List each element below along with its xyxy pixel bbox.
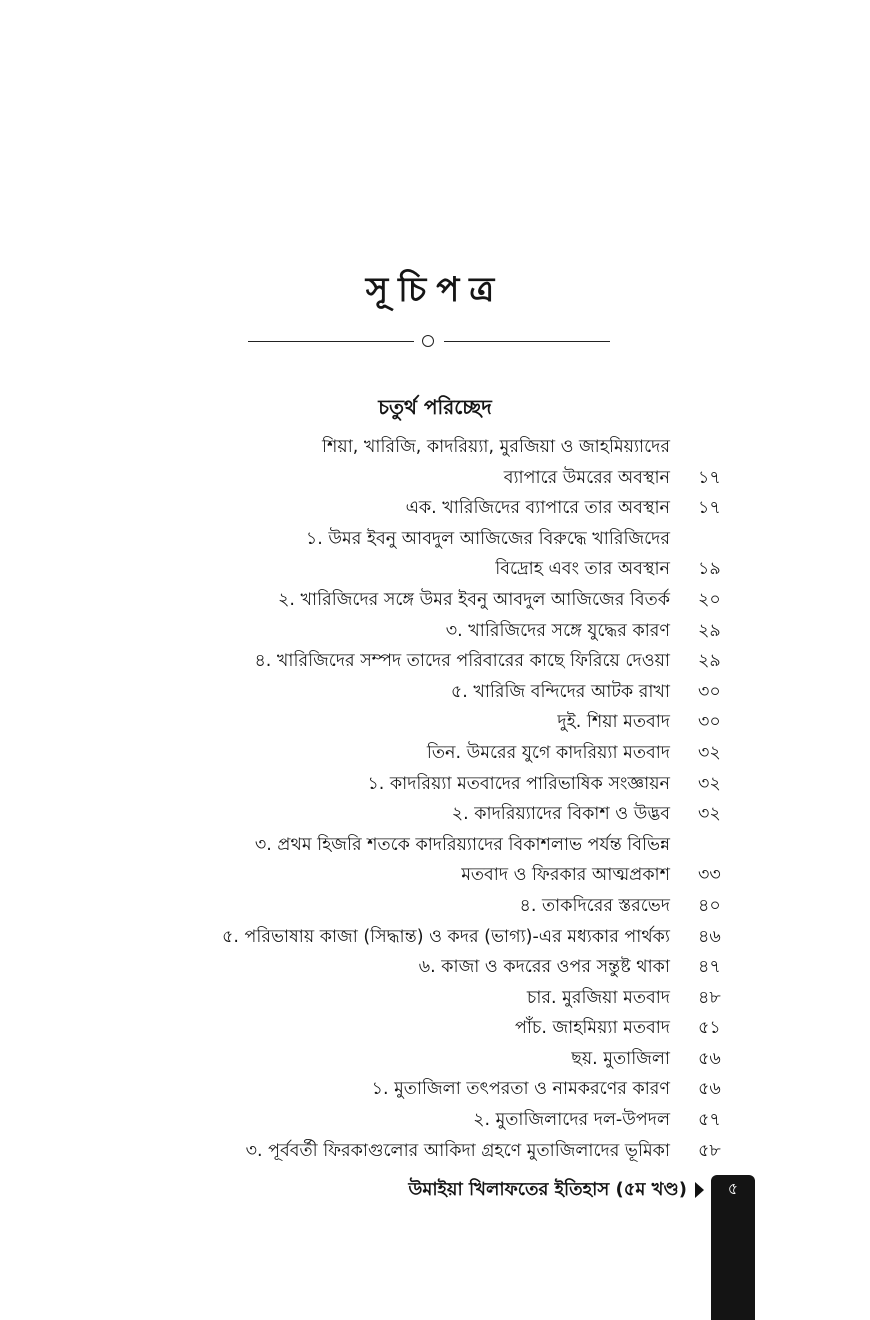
divider-circle-ornament [422, 335, 434, 347]
toc-entry-page: ২৯ [698, 651, 721, 672]
divider-line-right [444, 341, 610, 342]
toc-entry-title: ২. কাদরিয়্যাদের বিকাশ ও উদ্ভব [451, 804, 670, 825]
toc-entry[interactable] [0, 738, 870, 769]
toc-entry-title: ৫. পরিভাষায় কাজা (সিদ্ধান্ত) ও কদর (ভাগ্য)-এর মধ্যকার পার্থক্য [222, 926, 670, 947]
toc-entry[interactable] [0, 1105, 870, 1136]
toc-entry-title: ৬. কাজা ও কদরের ওপর সন্তুষ্ট থাকা [418, 957, 670, 978]
toc-entry-page: ৩০ [698, 712, 721, 733]
toc-entry-title: ৩. প্রথম হিজরি শতকে কাদরিয়্যাদের বিকাশলাভ পর্যন্ত বিভিন্ন [254, 834, 670, 855]
toc-entry[interactable] [0, 463, 870, 494]
toc-entry-page: ৩২ [698, 742, 721, 763]
triangle-arrow-icon [695, 1182, 704, 1198]
toc-entry[interactable] [0, 799, 870, 830]
toc-entry[interactable] [0, 922, 870, 953]
toc-entry-page: ৫৬ [698, 1048, 721, 1069]
toc-entry-page: ৩২ [698, 804, 721, 825]
toc-entry-title: চার. মুরজিয়া মতবাদ [526, 987, 670, 1008]
toc-entry-page: ২৯ [698, 620, 721, 641]
chapter-heading: চতুর্থ পরিচ্ছেদ [378, 395, 492, 419]
toc-entry[interactable] [0, 1013, 870, 1044]
toc-entry[interactable] [0, 891, 870, 922]
toc-entry-page: ৩৩ [698, 865, 721, 886]
toc-entry[interactable] [0, 585, 870, 616]
toc-entry-page: ৩০ [698, 681, 721, 702]
toc-entry-title: ৫. খারিজি বন্দিদের আটক রাখা [450, 681, 670, 702]
toc-entry-page: ১৯ [698, 559, 721, 580]
toc-entry-title: ৩. খারিজিদের সঙ্গে যুদ্ধের কারণ [445, 620, 670, 641]
toc-entry[interactable] [0, 860, 870, 891]
page-number: ৫ [727, 1179, 739, 1198]
toc-entry-page: ১৭ [698, 498, 721, 519]
toc-entry-page: ৫৮ [698, 1140, 721, 1161]
toc-entry[interactable] [0, 1136, 870, 1167]
toc-entry[interactable] [0, 493, 870, 524]
toc-entry[interactable] [0, 707, 870, 738]
toc-entry-page: ৫৭ [698, 1110, 721, 1131]
toc-entry-title: শিয়া, খারিজি, কাদরিয়্যা, মুরজিয়া ও জাহমিয়্যাদের [322, 437, 670, 457]
toc-entry-title: তিন. উমরের যুগে কাদরিয়্যা মতবাদ [426, 742, 670, 763]
toc-entry-title: ১. মুতাজিলা তৎপরতা ও নামকরণের কারণ [371, 1079, 670, 1100]
table-of-contents [0, 432, 870, 1166]
toc-entry-page: ৩২ [698, 773, 721, 794]
toc-entry[interactable] [0, 554, 870, 585]
toc-entry-title: ১. কাদরিয়্যা মতবাদের পারিভাষিক সংজ্ঞায়ন [367, 773, 670, 794]
page-title: সূচিপত্র [365, 270, 505, 310]
toc-entry-title: ১. উমর ইবনু আবদুল আজিজের বিরুদ্ধে খারিজিদের [305, 528, 670, 549]
toc-entry[interactable] [0, 952, 870, 983]
toc-entry-title: দুই. শিয়া মতবাদ [557, 712, 670, 733]
toc-entry-title: ৪. খারিজিদের সম্পদ তাদের পরিবারের কাছে ফিরিয়ে দেওয়া [254, 651, 670, 672]
toc-entry-page: ২০ [698, 589, 721, 610]
toc-entry-title: এক. খারিজিদের ব্যাপারে তার অবস্থান [405, 498, 670, 519]
toc-entry[interactable] [0, 677, 870, 708]
toc-entry-title: বিদ্রোহ এবং তার অবস্থান [495, 559, 670, 580]
title-divider [248, 334, 610, 350]
toc-entry-page: ৫১ [698, 1018, 721, 1039]
divider-line-left [248, 341, 414, 342]
toc-entry-title: ৪. তাকদিরের স্তরভেদ [519, 895, 670, 916]
toc-entry-page: ১৭ [698, 467, 721, 488]
toc-entry[interactable] [0, 830, 870, 861]
toc-entry-page: ৫৬ [698, 1079, 721, 1100]
toc-entry[interactable] [0, 646, 870, 677]
toc-entry[interactable] [0, 432, 870, 463]
toc-entry-title: ২. খারিজিদের সঙ্গে উমর ইবনু আবদুল আজিজের বিতর্ক [278, 589, 670, 610]
toc-entry-page: ৪৮ [698, 987, 721, 1008]
toc-entry-title: পাঁচ. জাহমিয়্যা মতবাদ [514, 1018, 670, 1039]
toc-entry[interactable] [0, 769, 870, 800]
toc-entry-title: ছয়. মুতাজিলা [571, 1048, 670, 1069]
toc-entry-page: ৪৬ [698, 926, 721, 947]
toc-entry-title: ব্যাপারে উমরের অবস্থান [503, 467, 670, 488]
toc-entry-title: ২. মুতাজিলাদের দল-উপদল [473, 1110, 670, 1131]
toc-entry-title: মতবাদ ও ফিরকার আত্মপ্রকাশ [461, 865, 670, 886]
toc-entry[interactable] [0, 1074, 870, 1105]
running-footer-book-title: উমাইয়া খিলাফতের ইতিহাস (৫ম খণ্ড) [408, 1179, 687, 1200]
toc-entry[interactable] [0, 1044, 870, 1075]
toc-entry-title: ৩. পূর্ববর্তী ফিরকাগুলোর আকিদা গ্রহণে মুতাজিলাদের ভূমিকা [245, 1140, 670, 1161]
toc-entry-page: ৪৭ [698, 957, 721, 978]
toc-entry-page: ৪০ [698, 895, 721, 916]
toc-entry[interactable] [0, 524, 870, 555]
toc-entry[interactable] [0, 616, 870, 647]
toc-entry[interactable] [0, 983, 870, 1014]
